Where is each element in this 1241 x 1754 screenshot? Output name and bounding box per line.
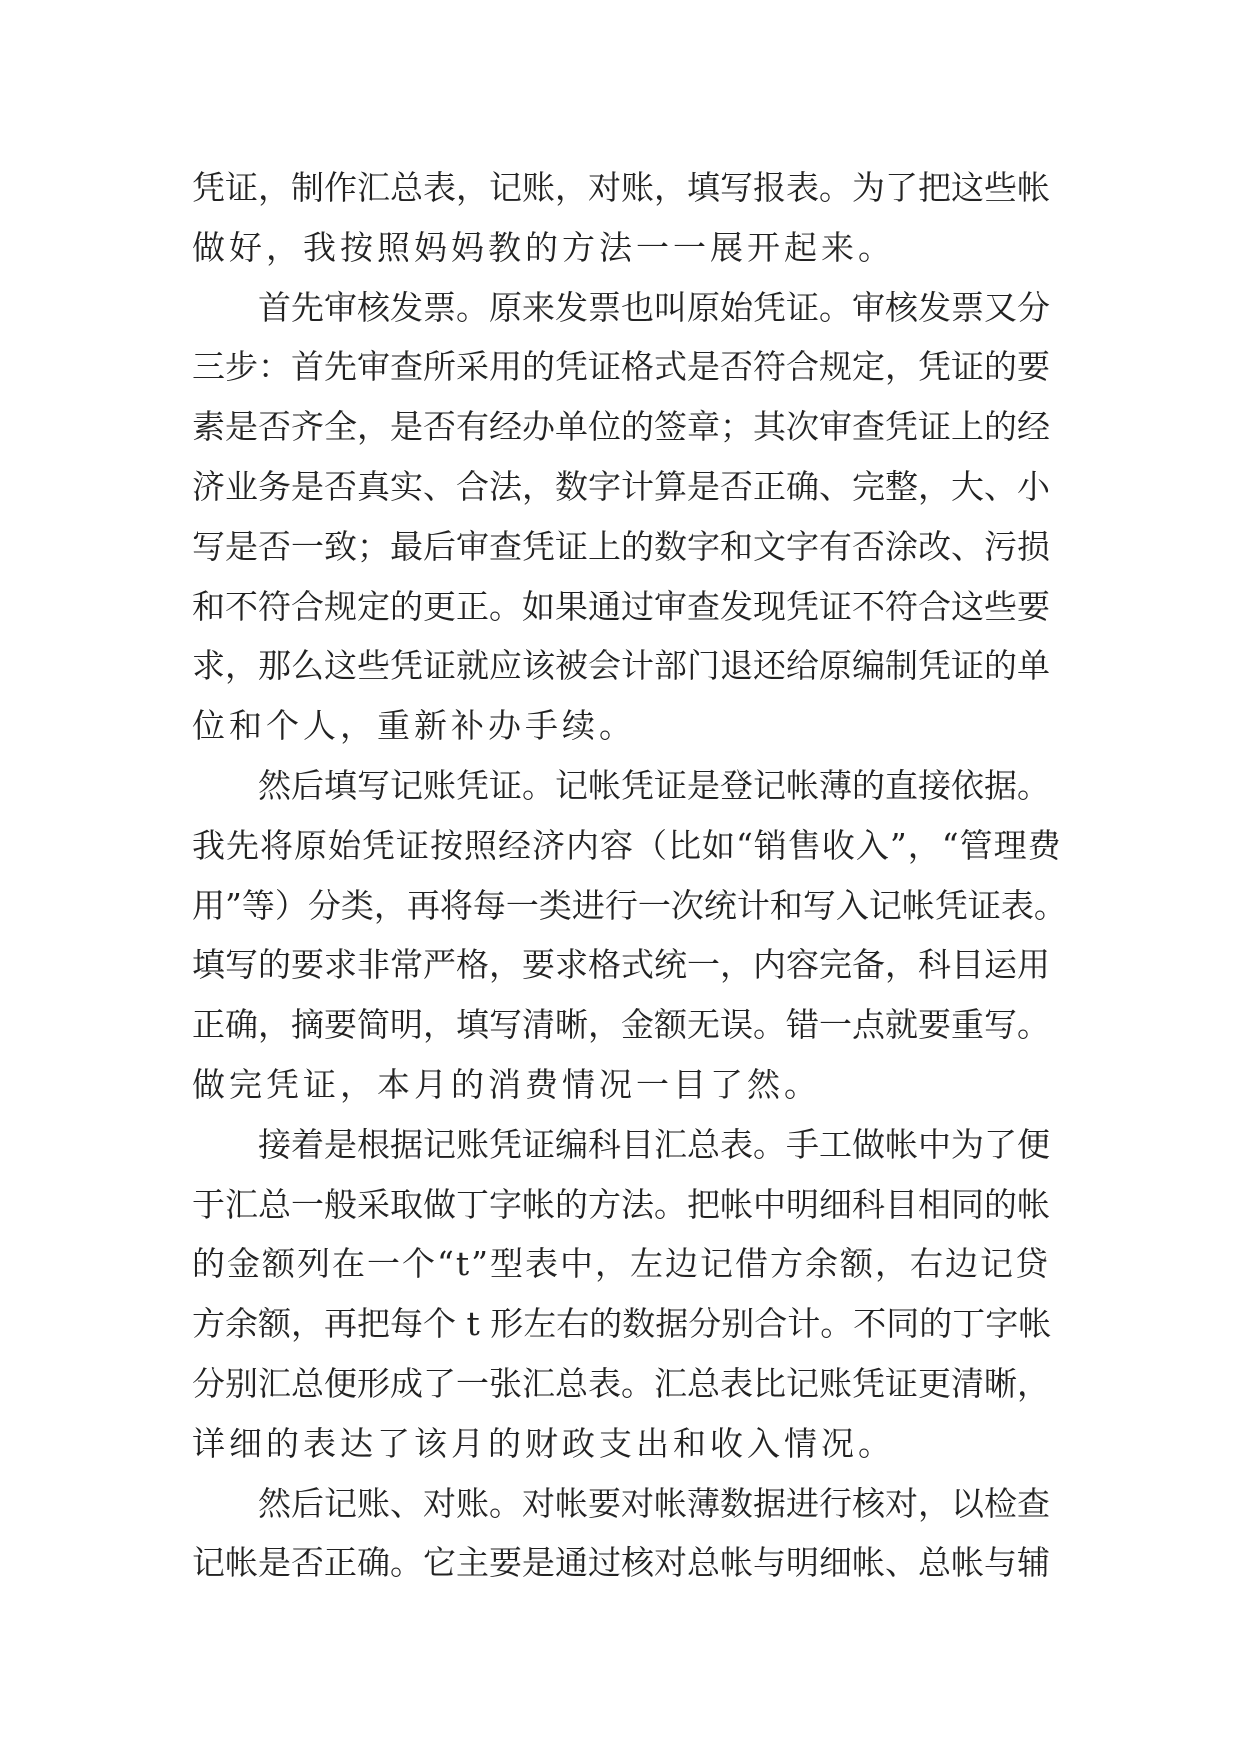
text-line: 方余额，再把每个 t 形左右的数据分别合计。不同的丁字帐 — [192, 1304, 1052, 1344]
text-line: 用”等）分类，再将每一类进行一次统计和写入记帐凭证表。 — [192, 885, 1067, 925]
text-line: 写是否一致；最后审查凭证上的数字和文字有否涂改、污损 — [192, 526, 1050, 566]
text-line: 位和个人，重新补办手续。 — [192, 706, 636, 746]
text-line: 于汇总一般采取做丁字帐的方法。把帐中明细科目相同的帐 — [192, 1184, 1050, 1224]
text-line: 做好，我按照妈妈教的方法一一展开起来。 — [192, 227, 895, 267]
text-line: 首先审核发票。原来发票也叫原始凭证。审核发票又分 — [258, 287, 1050, 327]
document-body — [192, 158, 1072, 1593]
text-line: 我先将原始凭证按照经济内容（比如“销售收入”，“管理费 — [192, 825, 1062, 865]
text-line: 求，那么这些凭证就应该被会计部门退还给原编制凭证的单 — [192, 646, 1050, 686]
text-line: 填写的要求非常严格，要求格式统一，内容完备，科目运用 — [192, 945, 1050, 985]
text-line: 和不符合规定的更正。如果通过审查发现凭证不符合这些要 — [192, 586, 1050, 626]
text-line: 济业务是否真实、合法，数字计算是否正确、完整，大、小 — [192, 466, 1050, 506]
text-line: 的金额列在一个“t”型表中，左边记借方余额，右边记贷 — [192, 1244, 1051, 1284]
text-line: 记帐是否正确。它主要是通过核对总帐与明细帐、总帐与辅 — [192, 1543, 1050, 1583]
text-line: 凭证，制作汇总表，记账，对账，填写报表。为了把这些帐 — [192, 168, 1050, 207]
text-line: 然后填写记账凭证。记帐凭证是登记帐薄的直接依据。 — [258, 765, 1050, 805]
text-line: 素是否齐全，是否有经办单位的签章；其次审查凭证上的经 — [192, 407, 1050, 447]
text-line: 然后记账、对账。对帐要对帐薄数据进行核对，以检查 — [258, 1483, 1050, 1523]
text-line: 详细的表达了该月的财政支出和收入情况。 — [192, 1423, 895, 1463]
text-line: 三步：首先审查所采用的凭证格式是否符合规定，凭证的要 — [192, 347, 1050, 387]
text-line: 做完凭证，本月的消费情况一目了然。 — [192, 1064, 821, 1104]
text-line: 接着是根据记账凭证编科目汇总表。手工做帐中为了便 — [258, 1124, 1050, 1164]
text-line: 分别汇总便形成了一张汇总表。汇总表比记账凭证更清晰， — [192, 1363, 1050, 1403]
text-line: 正确，摘要简明，填写清晰，金额无误。错一点就要重写。 — [192, 1005, 1050, 1045]
